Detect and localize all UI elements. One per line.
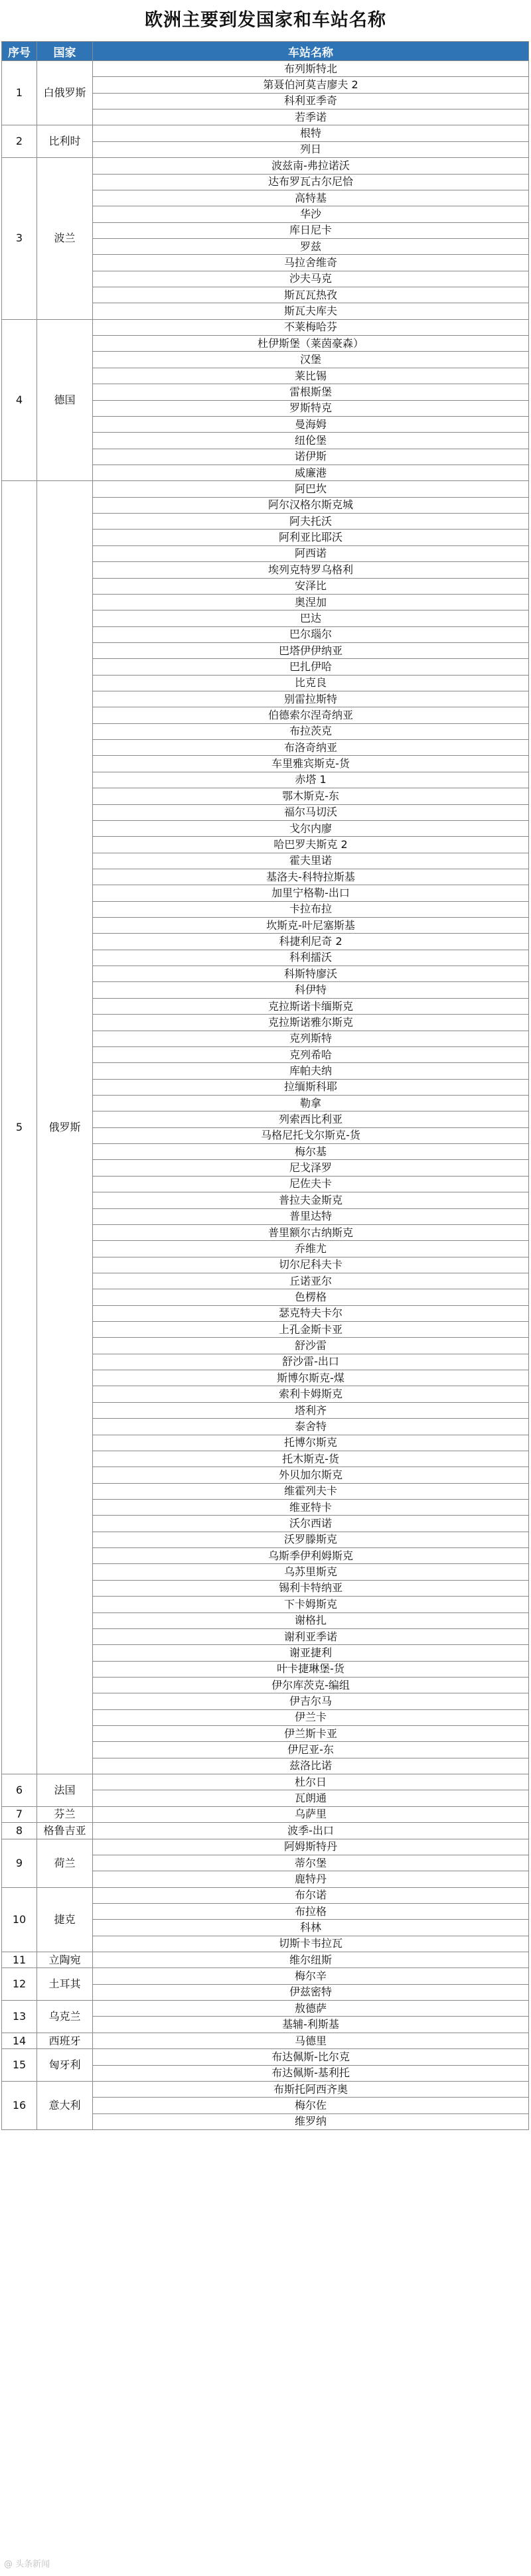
station-cell: 曼海姆: [93, 416, 529, 432]
station-cell: 戈尔内廖: [93, 820, 529, 836]
station-cell: 泰舍特: [93, 1419, 529, 1435]
table-row: [2, 1839, 529, 1855]
station-cell: 纽伦堡: [93, 433, 529, 449]
table-row: [2, 1952, 529, 1968]
row-number: 14: [2, 2033, 37, 2048]
station-cell: 雷根斯堡: [93, 384, 529, 400]
country-cell: 乌克兰: [37, 2001, 93, 2033]
station-cell: 下卡姆斯克: [93, 1597, 529, 1612]
station-cell: 丘诺亚尔: [93, 1273, 529, 1289]
country-cell: 芬兰: [37, 1806, 93, 1822]
country-cell: 立陶宛: [37, 1952, 93, 1968]
row-number: 2: [2, 125, 37, 158]
station-cell: 布拉格: [93, 1903, 529, 1919]
station-cell: 锡利卡特纳亚: [93, 1580, 529, 1596]
station-cell: 伊尔库茨克-编组: [93, 1677, 529, 1693]
table-row: [2, 2049, 529, 2065]
station-cell: 乌萨里: [93, 1806, 529, 1822]
station-cell: 科伊特: [93, 982, 529, 998]
station-cell: 上孔金斯卡亚: [93, 1322, 529, 1338]
station-cell: 阿巴坎: [93, 481, 529, 497]
row-number: 5: [2, 481, 37, 1774]
country-cell: 比利时: [37, 125, 93, 158]
station-cell: 维尔纽斯: [93, 1952, 529, 1968]
row-number: 9: [2, 1839, 37, 1887]
station-cell: 基洛夫-科特拉斯基: [93, 869, 529, 885]
station-cell: 普里额尔古纳斯克: [93, 1224, 529, 1240]
station-cell: 索利卡姆斯克: [93, 1386, 529, 1402]
station-cell: 乌斯季伊利姆斯克: [93, 1548, 529, 1564]
station-cell: 维亚特卡: [93, 1499, 529, 1515]
station-cell: 加里宁格勒-出口: [93, 885, 529, 901]
station-cell: 杜伊斯堡（莱茵豪森）: [93, 336, 529, 352]
station-cell: 阿夫托沃: [93, 514, 529, 530]
station-cell: 伊尼亚-东: [93, 1742, 529, 1758]
country-cell: 德国: [37, 319, 93, 481]
station-cell: 阿西诺: [93, 545, 529, 561]
station-cell: 沙夫马克: [93, 271, 529, 287]
station-cell: 马德里: [93, 2033, 529, 2048]
station-cell: 汉堡: [93, 352, 529, 368]
country-cell: 法国: [37, 1774, 93, 1807]
station-cell: 布洛奇纳亚: [93, 740, 529, 756]
station-cell: 阿尔汉格尔斯克城: [93, 497, 529, 513]
station-cell: 切斯卡韦拉瓦: [93, 1936, 529, 1952]
station-cell: 华沙: [93, 206, 529, 222]
station-cell: 伊兰卡: [93, 1709, 529, 1725]
station-cell: 福尔马切沃: [93, 804, 529, 820]
station-cell: 乔维尤: [93, 1241, 529, 1257]
station-cell: 瓦朗通: [93, 1790, 529, 1806]
station-cell: 马格尼托戈尔斯克-货: [93, 1127, 529, 1143]
station-cell: 沃尔西诺: [93, 1516, 529, 1532]
station-cell: 布列斯特北: [93, 61, 529, 77]
table-row: [2, 1806, 529, 1822]
station-cell: 布达佩斯-基利托: [93, 2065, 529, 2081]
page-title: 欧洲主要到发国家和车站名称: [145, 10, 386, 31]
country-cell: 西班牙: [37, 2033, 93, 2048]
station-cell: 梅尔佐: [93, 2098, 529, 2113]
station-cell: 波兹南-弗拉诺沃: [93, 158, 529, 174]
row-number: 7: [2, 1806, 37, 1822]
station-cell: 杜尔日: [93, 1774, 529, 1790]
station-cell: 叶卡捷琳堡-货: [93, 1661, 529, 1677]
station-cell: 拉缅斯科耶: [93, 1079, 529, 1095]
station-cell: 伊兰斯卡亚: [93, 1726, 529, 1742]
station-cell: 巴尔瑙尔: [93, 626, 529, 642]
station-cell: 马拉舍维奇: [93, 255, 529, 271]
station-cell: 鄂木斯克-东: [93, 788, 529, 804]
station-cell: 舒沙雷-出口: [93, 1354, 529, 1370]
row-number: 11: [2, 1952, 37, 1968]
station-cell: 罗兹: [93, 238, 529, 254]
station-cell: 巴塔伊伊纳亚: [93, 642, 529, 658]
station-cell: 普拉夫金斯克: [93, 1192, 529, 1208]
station-cell: 布尔诺: [93, 1887, 529, 1903]
station-cell: 谢利亚季诺: [93, 1628, 529, 1644]
station-cell: 尼佐夫卡: [93, 1176, 529, 1192]
station-cell: 伊吉尔马: [93, 1693, 529, 1709]
station-cell: 鹿特丹: [93, 1871, 529, 1887]
station-cell: 奥涅加: [93, 594, 529, 610]
country-cell: 意大利: [37, 2081, 93, 2129]
station-cell: 斯瓦夫库夫: [93, 303, 529, 319]
station-cell: 别雷拉斯特: [93, 691, 529, 707]
table-row: [2, 1968, 529, 1984]
station-cell: 布达佩斯-比尔克: [93, 2049, 529, 2065]
station-cell: 安泽比: [93, 578, 529, 594]
station-table: [1, 41, 529, 2130]
station-cell: 波季-出口: [93, 1823, 529, 1839]
station-cell: 罗斯特克: [93, 400, 529, 416]
station-cell: 第聂伯河莫吉廖夫 2: [93, 77, 529, 93]
station-cell: 卡拉布拉: [93, 901, 529, 917]
station-cell: 克拉斯诺卡缅斯克: [93, 998, 529, 1014]
row-number: 12: [2, 1968, 37, 2001]
table-header-row: [2, 42, 529, 61]
country-cell: 土耳其: [37, 1968, 93, 2001]
station-cell: 色楞格: [93, 1289, 529, 1305]
table-row: [2, 2001, 529, 2017]
row-number: 4: [2, 319, 37, 481]
station-cell: 库帕夫纳: [93, 1063, 529, 1079]
station-cell: 阿姆斯特丹: [93, 1839, 529, 1855]
country-cell: 荷兰: [37, 1839, 93, 1887]
station-cell: 赤塔 1: [93, 772, 529, 788]
station-cell: 科捷利尼奇 2: [93, 934, 529, 950]
station-cell: 哈巴罗夫斯克 2: [93, 837, 529, 853]
station-cell: 维罗纳: [93, 2113, 529, 2129]
country-cell: 白俄罗斯: [37, 61, 93, 125]
table-row: [2, 319, 529, 335]
header-country: 国家: [37, 42, 93, 61]
station-cell: 维霍列夫卡: [93, 1483, 529, 1499]
country-cell: 俄罗斯: [37, 481, 93, 1774]
station-cell: 谢亚捷利: [93, 1645, 529, 1661]
station-cell: 达布罗瓦古尔尼恰: [93, 174, 529, 190]
station-cell: 谢格扎: [93, 1612, 529, 1628]
station-cell: 埃列克特罗乌格利: [93, 562, 529, 578]
country-cell: 波兰: [37, 158, 93, 320]
row-number: 6: [2, 1774, 37, 1807]
station-cell: 伊兹密特: [93, 1984, 529, 2000]
country-cell: 匈牙利: [37, 2049, 93, 2082]
row-number: 1: [2, 61, 37, 125]
table-row: [2, 61, 529, 77]
station-cell: 普里达特: [93, 1208, 529, 1224]
station-cell: 托木斯克-货: [93, 1451, 529, 1467]
station-cell: 梅尔基: [93, 1144, 529, 1160]
station-cell: 科利擂沃: [93, 950, 529, 966]
table-body: [2, 61, 529, 2130]
station-cell: 布拉茨克: [93, 723, 529, 739]
header-number: 序号: [2, 42, 37, 61]
station-cell: 克列希哈: [93, 1046, 529, 1062]
station-cell: 外贝加尔斯克: [93, 1467, 529, 1483]
station-cell: 塔利齐: [93, 1402, 529, 1418]
station-cell: 霍夫里诺: [93, 853, 529, 869]
station-cell: 布斯托阿西齐奥: [93, 2081, 529, 2097]
station-cell: 巴扎伊哈: [93, 659, 529, 675]
country-cell: 格鲁吉亚: [37, 1823, 93, 1839]
station-cell: 伯德索尔涅奇纳亚: [93, 707, 529, 723]
station-cell: 蒂尔堡: [93, 1855, 529, 1871]
station-cell: 舒沙雷: [93, 1338, 529, 1354]
table-row: [2, 158, 529, 174]
row-number: 8: [2, 1823, 37, 1839]
row-number: 3: [2, 158, 37, 320]
station-cell: 不莱梅哈芬: [93, 319, 529, 335]
station-cell: 阿利亚比耶沃: [93, 530, 529, 545]
station-cell: 科林: [93, 1920, 529, 1936]
station-cell: 若季诺: [93, 109, 529, 125]
station-cell: 科斯特廖沃: [93, 966, 529, 982]
header-station: 车站名称: [93, 42, 529, 61]
country-cell: 捷克: [37, 1887, 93, 1952]
row-number: 16: [2, 2081, 37, 2129]
station-cell: 兹洛比诺: [93, 1758, 529, 1774]
station-cell: 乌苏里斯克: [93, 1564, 529, 1580]
station-cell: 敖德萨: [93, 2001, 529, 2017]
table-row: [2, 2081, 529, 2097]
watermark: @ 头条新闻: [4, 2559, 50, 2569]
station-cell: 列日: [93, 141, 529, 157]
station-cell: 梅尔辛: [93, 1968, 529, 1984]
station-cell: 巴达: [93, 610, 529, 626]
table-row: [2, 481, 529, 497]
table-row: [2, 1774, 529, 1790]
station-cell: 尼戈泽罗: [93, 1160, 529, 1176]
station-cell: 车里雅宾斯克-货: [93, 756, 529, 772]
station-cell: 沃罗滕斯克: [93, 1532, 529, 1547]
table-row: [2, 125, 529, 141]
station-cell: 高特基: [93, 190, 529, 206]
row-number: 10: [2, 1887, 37, 1952]
station-cell: 托博尔斯克: [93, 1435, 529, 1451]
station-cell: 威廉港: [93, 465, 529, 480]
station-cell: 库日尼卡: [93, 222, 529, 238]
table-row: [2, 1887, 529, 1903]
station-cell: 克拉斯诺雅尔斯克: [93, 1015, 529, 1031]
station-cell: 勒拿: [93, 1096, 529, 1111]
station-cell: 比克良: [93, 675, 529, 691]
station-cell: 根特: [93, 125, 529, 141]
station-cell: 科利亚季奇: [93, 93, 529, 109]
station-cell: 基辅-利斯基: [93, 2017, 529, 2033]
station-cell: 斯博尔斯克-煤: [93, 1370, 529, 1386]
table-row: [2, 2033, 529, 2048]
station-cell: 切尔尼科夫卡: [93, 1257, 529, 1273]
station-cell: 诺伊斯: [93, 449, 529, 465]
station-cell: 莱比锡: [93, 368, 529, 384]
row-number: 15: [2, 2049, 37, 2082]
row-number: 13: [2, 2001, 37, 2033]
station-cell: 斯瓦瓦热孜: [93, 287, 529, 303]
station-cell: 瑟克特夫卡尔: [93, 1305, 529, 1321]
table-row: [2, 1823, 529, 1839]
station-cell: 克列斯特: [93, 1031, 529, 1046]
station-cell: 坎斯克-叶尼塞斯基: [93, 918, 529, 934]
station-cell: 列索西比利亚: [93, 1111, 529, 1127]
